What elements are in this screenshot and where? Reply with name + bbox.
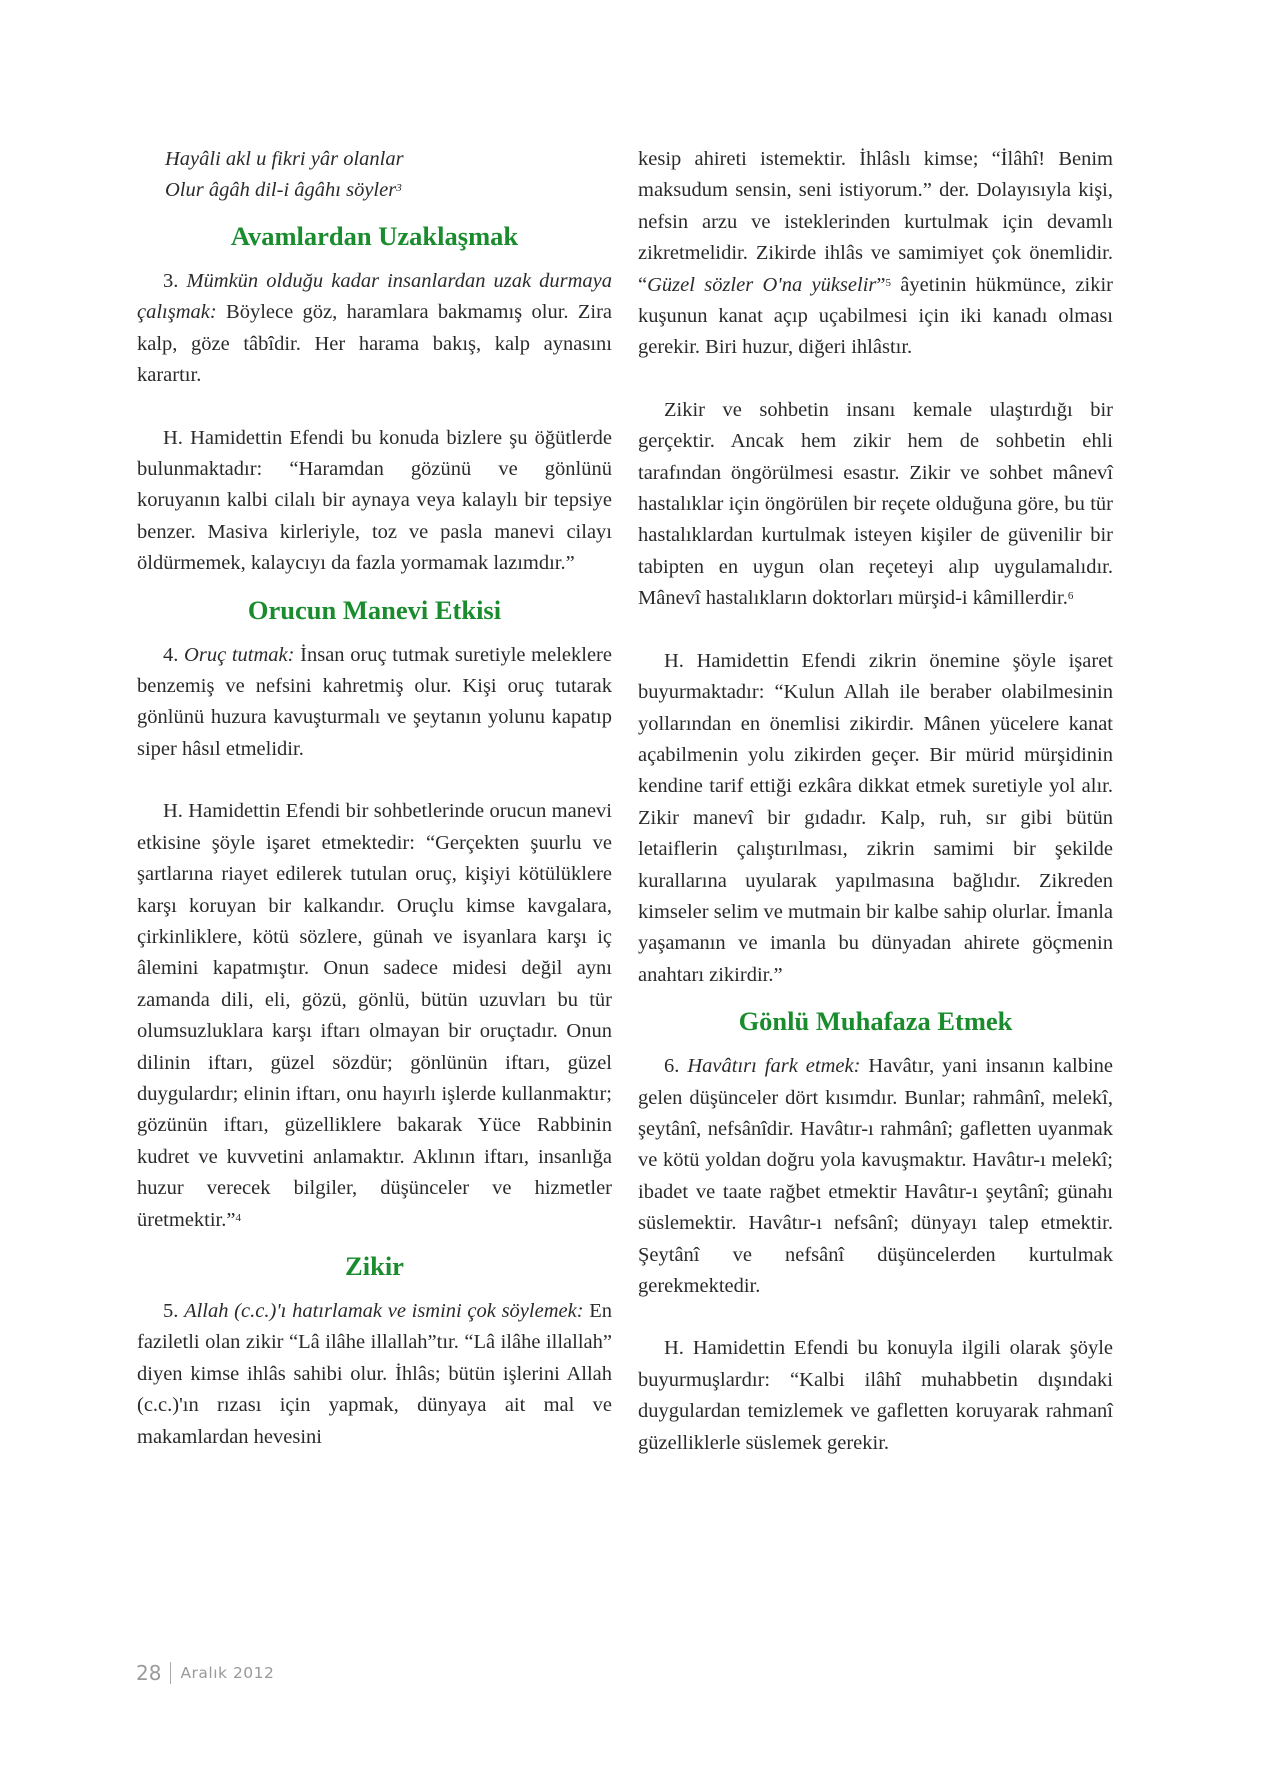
- paragraph: Zikir ve sohbetin insanı kemale ulaştırdığı bir gerçektir. Ancak hem zikir hem de sohbetin ehli tarafından öngörülmesi esastır. Zikir ve sohbet mânevî hastalıklar için öngörülen bir reçete olduğuna göre, bu tür hastalıklardan kurtulmak isteyen kişiler de güvenilir bir tabipten en uygun olan reçeteyi alıp uygulamalıdır. Mânevî hastalıkların doktorları mürşid-i kâmillerdir.$^6$: [638, 398, 1113, 610]
- section-heading: Orucun Manevi Etkisi: [247, 594, 502, 625]
- poem-line: Olur âgâh dil-i âgâhı söyler$^3$: [165, 179, 402, 201]
- right-column: [638, 144, 1113, 1459]
- paragraph: 3. Mümkün olduğu kadar insanlardan uzak durmaya çalışmak: Böylece göz, haramlara bakmamış olur. Zira kalp, göze tâbîdir. Her harama bakış, kalp aynasını karartır.: [137, 270, 613, 387]
- paragraph: 6. Havâtırı fark etmek: Havâtır, yani insanın kalbine gelen düşünceler dört kısımdır. Bunlar; rahmânî, melekî, şeytânî, nefsânîdir. Havâtır-ı rahmânî; gafletten uyanmak ve kötü yoldan doğru yola kavuşmaktır. Havâtır-ı melekî; ibadet ve taate rağbet etmektir Havâtır-ı şeytânî; günahı süslemektir. Havâtır-ı nefsânî; dünyayı talep etmektir. Şeytânî ve nefsânî düşüncelerden kurtulmak gerekmektedir.: [638, 1055, 1113, 1297]
- footnote-ref: 6: [1067, 590, 1074, 603]
- poem: [137, 144, 612, 206]
- paragraph: H. Hamidettin Efendi bir sohbetlerinde orucun manevi etkisine şöyle işaret etmektedir: “Gerçekten şuurlu ve şartlarına riayet edilerek tutulan oruç, kişiyi kötülüklere karşı koruyan bir kalkandır. Oruçlu kimse kavgalara, çirkinliklere, kötü sözlere, günah ve isyanlara karşı iç âlemini kapatmıştır. Onun sadece midesi değil aynı zamanda dili, eli, gözü, gönlü, bütün uzuvları bu tür olumsuzluklara karşı iftarı olmayan bir oruçtadır. Onun dilinin iftarı, güzel sözdür; gönlünün iftarı, güzel duygulardır; elinin iftarı, onu hayırlı işlerde kullanmaktır; gözünün iftarı, güzelliklere bakarak Yüce Rabbinin kudret ve kuvvetini anlamaktır. Aklının iftarı, insanlığa huzur verecek bilgiler, düşünceler ve hizmetler üretmektir.”$^4$: [137, 800, 612, 1231]
- section-heading: Avamlardan Uzaklaşmak: [230, 221, 519, 251]
- section-heading: Zikir: [345, 1250, 404, 1281]
- footnote-ref: 3: [396, 182, 402, 194]
- poem-line: Hayâli akl u fikri yâr olanlar: [165, 148, 404, 170]
- footer-divider: [170, 1662, 171, 1684]
- issue-date: Aralık 2012: [180, 1664, 275, 1682]
- paragraph: H. Hamidettin Efendi bu konuda bizlere şu öğütlerde bulunmaktadır: “Haramdan gözünü ve gönlünü koruyanın kalbi cilalı bir aynaya veya kalaylı bir tepsiye benzer. Masiva kirleriyle, toz ve pasla manevi cilayı öldürmemek, kalaycıyı da fazla yormamak lazımdır.”: [137, 426, 612, 575]
- paragraph: 5. Allah (c.c.)'ı hatırlamak ve ismini çok söylemek: En faziletli olan zikir “Lâ ilâhe illallah”tır. “Lâ ilâhe illallah” diyen kimse ihlâs sahibi olur. İhlâs; bütün işlerini Allah (c.c.)'ın rızası için yapmak, dünyaya ait mal ve makamlardan hevesini: [137, 1299, 613, 1448]
- footnote-ref: 4: [235, 1211, 241, 1224]
- paragraph: 4. Oruç tutmak: İnsan oruç tutmak suretiyle meleklere benzemiş ve nefsini kahretmiş olur. Kişi oruç tutarak gönlünü huzura kavuşturmalı ve şeytanın yolunu kapatıp siper hâsıl etmelidir.: [137, 643, 612, 760]
- paragraph: H. Hamidettin Efendi zikrin önemine şöyle işaret buyurmaktadır: “Kulun Allah ile beraber olabilmesinin yollarından en önemlisi zikirdir. Mânen yücelere kanat açabilmenin yolu zikirden geçer. Bir mürid mürşidinin kendine tarif ettiği ezkâra dikkat etmek suretiyle yol alır. Zikir manevî bir gıdadır. Kalp, ruh, sır gibi bütün letaiflerin çalıştırılması, zikrin samimi bir şekilde kurallarına uyularak yapılmasına bağlıdır. Zikreden kimseler selim ve mutmain bir kalbe sahip olurlar. İmanla yaşamanın ve imanla bu dünyadan ahirete göçmenin anahtarı zikirdir.”: [638, 649, 1113, 986]
- left-column: [137, 144, 612, 1453]
- page-number: 28: [136, 1661, 162, 1685]
- section-heading: Gönlü Muhafaza Etmek: [738, 1006, 1013, 1037]
- page-footer: [136, 1661, 274, 1685]
- footnote-ref: 5: [885, 276, 891, 289]
- paragraph: kesip ahireti istemektir. İhlâslı kimse; “İlâhî! Benim maksudum sensin, seni istiyorum.” der. Dolayısıyla kişi, nefsin arzu ve isteklerinden kurtulmak için devamlı zikretmelidir. Zikirde ihlâs ve samimiyet çok önemlidir. “Güzel sözler O'na yükselir”$^5$ âyetinin hükmünce, zikir kuşunun kanat açıp uçabilmesi için iki kanadı olması gerekir. Biri huzur, diğeri ihlâstır.: [638, 148, 1114, 359]
- paragraph: H. Hamidettin Efendi bu konuyla ilgili olarak şöyle buyurmuşlardır: “Kalbi ilâhî muhabbetin dışındaki duygulardan temizlemek ve gafletten koruyarak rahmanî güzelliklerle süslemek gerekir.: [638, 1337, 1113, 1454]
